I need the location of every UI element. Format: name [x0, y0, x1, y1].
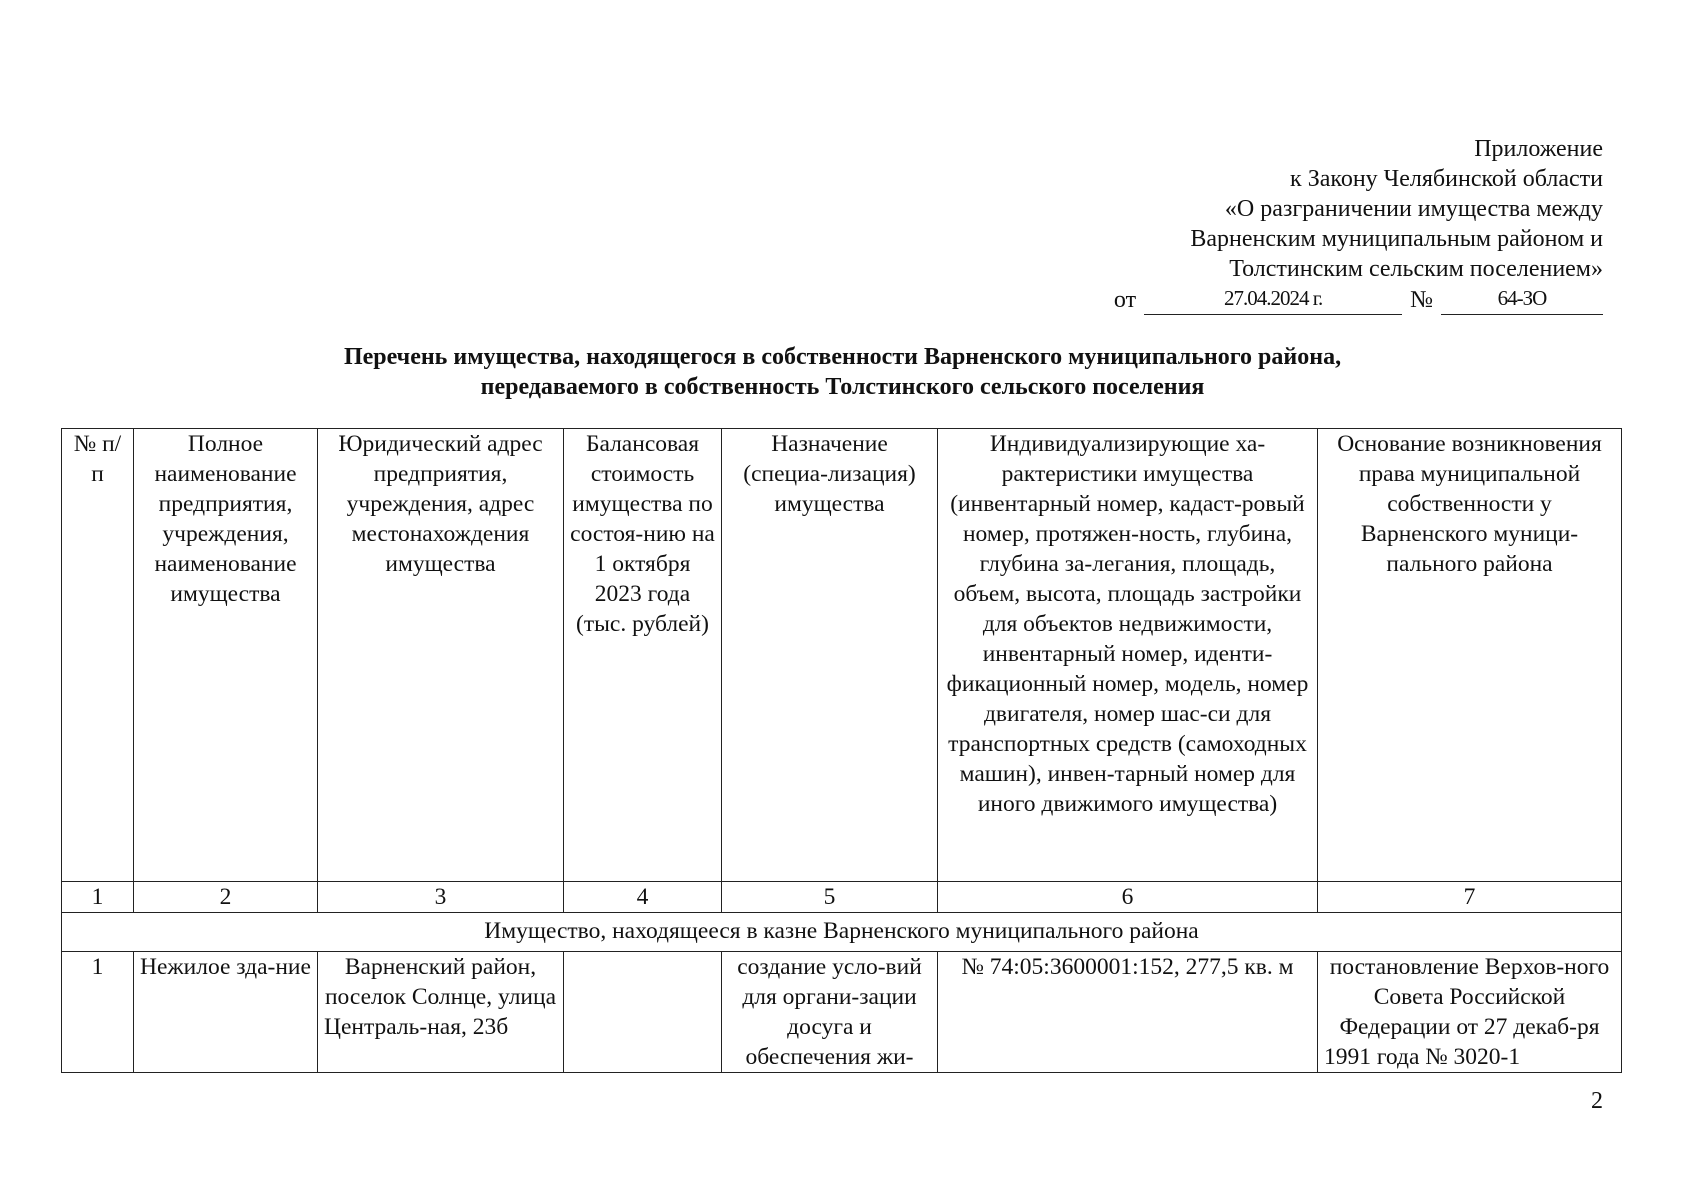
table-row [62, 952, 1622, 1073]
column-number: 1 [62, 882, 134, 913]
property-address: Варненский район, поселок Солнце, улица Централь-ная, 23б [318, 952, 564, 1073]
property-characteristics: № 74:05:3600001:152, 277,5 кв. м [938, 952, 1318, 1073]
appendix-line: Приложение [1474, 136, 1603, 162]
table-header-row [62, 429, 1622, 882]
appendix-line: к Закону Челябинской области [1290, 166, 1603, 192]
column-number: 7 [1318, 882, 1622, 913]
title-line: передаваемого в собственность Толстинского сельского поселения [480, 374, 1205, 400]
header-cell: Полное наименование предприятия, учреждения, наименование имущества [134, 429, 318, 882]
from-label: от [1113, 287, 1137, 313]
document-title [0, 342, 1685, 402]
number-label: № [1410, 287, 1433, 313]
property-value [564, 952, 722, 1073]
header-cell: Балансовая стоимость имущества по состоя-нию на 1 октября 2023 года (тыс. рублей) [564, 429, 722, 882]
property-purpose: создание усло-вий для органи-зации досуга и обеспечения жи- [722, 952, 938, 1073]
section-row [62, 913, 1622, 952]
law-date: 27.04.2024 г. [1144, 286, 1402, 315]
column-number: 3 [318, 882, 564, 913]
header-cell: Индивидуализирующие ха-рактеристики имущества (инвентарный номер, кадаст-ровый номер, протяжен-ность, глубина, глубина за-легания, площадь, объем, высота, площадь застройки для объектов недвижимости, инвентарный номер, иденти-фикационный номер, модель, номер двигателя, номер шас-си для транспортных средств (самоходных машин), инвен-тарный номер для иного движимого имущества) [938, 429, 1318, 882]
page-number: 2 [1591, 1088, 1603, 1114]
header-cell: Назначение (специа-лизация) имущества [722, 429, 938, 882]
row-number: 1 [62, 952, 134, 1073]
law-reference [1114, 285, 1603, 315]
column-number: 4 [564, 882, 722, 913]
column-number: 2 [134, 882, 318, 913]
header-cell: Юридический адрес предприятия, учреждения, адрес местонахождения имущества [318, 429, 564, 882]
ownership-basis: постановление Верхов-ного Совета Российской Федерации от 27 декаб-ря 1991 года № 3020-1 [1318, 952, 1622, 1073]
section-title: Имущество, находящееся в казне Варненского муниципального района [62, 913, 1622, 952]
property-table [61, 428, 1622, 1073]
column-number: 6 [938, 882, 1318, 913]
header-cell: № п/п [62, 429, 134, 882]
appendix-line: Варненским муниципальным районом и [1190, 226, 1603, 252]
law-number: 64-ЗО [1441, 286, 1603, 315]
column-number-row [62, 882, 1622, 913]
appendix-line: «О разграничении имущества между [1224, 196, 1603, 222]
header-cell: Основание возникновения права муниципальной собственности у Варненского муници-пального района [1318, 429, 1622, 882]
property-name: Нежилое зда-ние [134, 952, 318, 1073]
title-line: Перечень имущества, находящегося в собственности Варненского муниципального района, [343, 344, 1342, 370]
appendix-line: Толстинским сельским поселением» [1229, 256, 1603, 282]
appendix-block [1043, 134, 1603, 284]
column-number: 5 [722, 882, 938, 913]
